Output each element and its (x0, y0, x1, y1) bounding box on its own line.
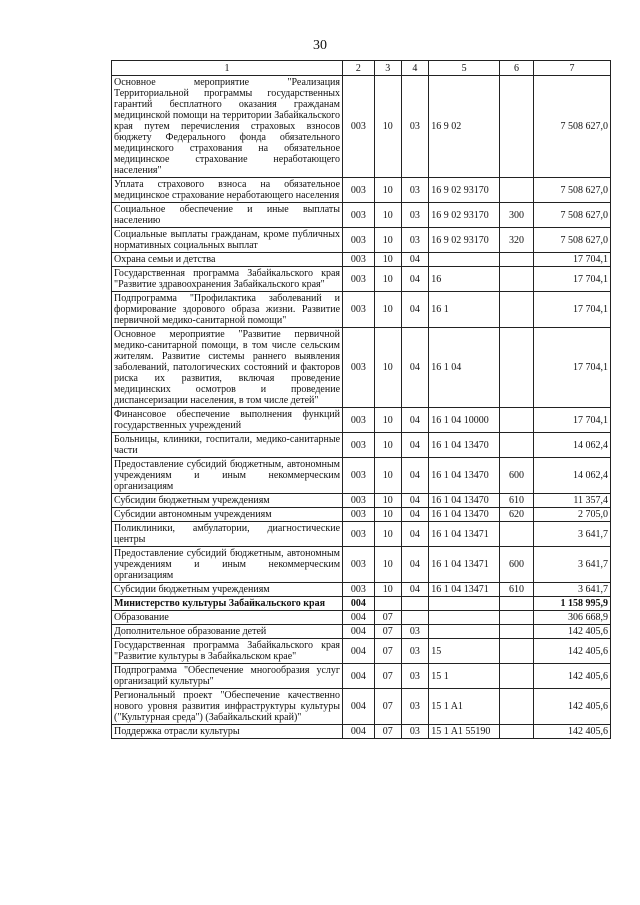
code-ministry: 003 (343, 583, 375, 597)
amount-value: 1 158 995,9 (533, 597, 610, 611)
code-subsection: 03 (401, 725, 429, 739)
code-ministry: 003 (343, 433, 375, 458)
row-description: Предоставление субсидий бюджетным, автономным учреждениям и иным некоммерческим организациям (112, 458, 343, 494)
code-section: 10 (374, 253, 401, 267)
code-ministry: 003 (343, 522, 375, 547)
code-subsection: 04 (401, 458, 429, 494)
code-ministry: 003 (343, 292, 375, 328)
column-header: 2 (343, 61, 375, 76)
code-subsection: 03 (401, 178, 429, 203)
code-section: 10 (374, 522, 401, 547)
table-row (112, 267, 611, 292)
code-expense-type (500, 625, 534, 639)
code-expense-type (500, 639, 534, 664)
column-header: 1 (112, 61, 343, 76)
row-description: Субсидии бюджетным учреждениям (112, 583, 343, 597)
table-row (112, 458, 611, 494)
row-description: Основное мероприятие "Развитие первичной медико-санитарной помощи, в том числе сельским жителям. Развитие системы раннего выявления заболеваний, патологических состояний и факторов риска их развития, включая проведение медицинских осмотров и проведение диспансеризации населения, в том числе детей" (112, 328, 343, 408)
code-target-article: 16 1 04 10000 (429, 408, 500, 433)
code-target-article: 15 (429, 639, 500, 664)
amount-value: 7 508 627,0 (533, 76, 610, 178)
code-subsection: 04 (401, 328, 429, 408)
row-description: Финансовое обеспечение выполнения функций государственных учреждений (112, 408, 343, 433)
amount-value: 14 062,4 (533, 433, 610, 458)
table-row (112, 228, 611, 253)
code-section: 10 (374, 508, 401, 522)
amount-value: 142 405,6 (533, 689, 610, 725)
code-section: 10 (374, 547, 401, 583)
code-section: 10 (374, 583, 401, 597)
code-expense-type (500, 253, 534, 267)
code-target-article: 15 1 (429, 664, 500, 689)
row-description: Уплата страхового взноса на обязательное медицинское страхование неработающего населения (112, 178, 343, 203)
amount-value: 17 704,1 (533, 328, 610, 408)
code-expense-type (500, 522, 534, 547)
code-expense-type (500, 267, 534, 292)
code-expense-type (500, 664, 534, 689)
column-header: 7 (533, 61, 610, 76)
amount-value: 142 405,6 (533, 639, 610, 664)
code-ministry: 003 (343, 508, 375, 522)
amount-value: 7 508 627,0 (533, 203, 610, 228)
table-row (112, 625, 611, 639)
code-ministry: 004 (343, 611, 375, 625)
row-description: Подпрограмма "Обеспечение многообразия услуг организаций культуры" (112, 664, 343, 689)
code-section (374, 597, 401, 611)
table-row (112, 725, 611, 739)
table-row (112, 178, 611, 203)
table-row (112, 494, 611, 508)
row-description: Предоставление субсидий бюджетным, автономным учреждениям и иным некоммерческим организациям (112, 547, 343, 583)
code-section: 10 (374, 458, 401, 494)
amount-value: 306 668,9 (533, 611, 610, 625)
table-row (112, 597, 611, 611)
code-section: 10 (374, 494, 401, 508)
table-row (112, 76, 611, 178)
code-section: 10 (374, 178, 401, 203)
code-expense-type (500, 328, 534, 408)
code-section: 07 (374, 611, 401, 625)
code-section: 10 (374, 408, 401, 433)
code-section: 10 (374, 292, 401, 328)
code-ministry: 003 (343, 178, 375, 203)
code-ministry: 003 (343, 328, 375, 408)
row-description: Социальное обеспечение и иные выплаты населению (112, 203, 343, 228)
code-subsection (401, 597, 429, 611)
code-expense-type: 610 (500, 494, 534, 508)
row-description: Охрана семьи и детства (112, 253, 343, 267)
amount-value: 142 405,6 (533, 725, 610, 739)
code-ministry: 003 (343, 267, 375, 292)
code-expense-type (500, 689, 534, 725)
table-row (112, 522, 611, 547)
code-expense-type: 600 (500, 458, 534, 494)
code-expense-type (500, 178, 534, 203)
amount-value: 142 405,6 (533, 625, 610, 639)
code-target-article: 16 1 04 13471 (429, 547, 500, 583)
table-row (112, 433, 611, 458)
code-target-article: 16 1 04 13470 (429, 458, 500, 494)
code-ministry: 003 (343, 494, 375, 508)
code-expense-type (500, 597, 534, 611)
amount-value: 17 704,1 (533, 292, 610, 328)
row-description: Больницы, клиники, госпитали, медико-санитарные части (112, 433, 343, 458)
table-row (112, 328, 611, 408)
amount-value: 3 641,7 (533, 547, 610, 583)
amount-value: 17 704,1 (533, 267, 610, 292)
code-target-article: 16 1 (429, 292, 500, 328)
code-subsection: 03 (401, 689, 429, 725)
code-subsection: 04 (401, 547, 429, 583)
code-ministry: 003 (343, 253, 375, 267)
amount-value: 17 704,1 (533, 408, 610, 433)
code-subsection: 03 (401, 664, 429, 689)
code-target-article: 16 1 04 (429, 328, 500, 408)
code-ministry: 004 (343, 625, 375, 639)
page-number: 30 (313, 38, 327, 53)
code-target-article: 16 1 04 13470 (429, 433, 500, 458)
table-row (112, 508, 611, 522)
row-description: Субсидии бюджетным учреждениям (112, 494, 343, 508)
code-ministry: 003 (343, 203, 375, 228)
code-expense-type: 320 (500, 228, 534, 253)
code-target-article: 16 9 02 93170 (429, 178, 500, 203)
row-description: Основное мероприятие "Реализация Территориальной программы государственных гарантий бесплатного оказания гражданам медицинской помощи на территории Забайкальского края путем перечисления страховых взносов бюджету Федерального фонда обязательного медицинского страхования на обязательное медицинское страхование неработающего населения" (112, 76, 343, 178)
code-section: 10 (374, 433, 401, 458)
code-expense-type (500, 725, 534, 739)
row-description: Государственная программа Забайкальского края "Развитие здравоохранения Забайкальского края" (112, 267, 343, 292)
code-subsection: 03 (401, 203, 429, 228)
column-header: 3 (374, 61, 401, 76)
code-subsection: 04 (401, 522, 429, 547)
row-description: Субсидии автономным учреждениям (112, 508, 343, 522)
code-expense-type (500, 292, 534, 328)
code-expense-type (500, 611, 534, 625)
code-ministry: 003 (343, 547, 375, 583)
code-section: 10 (374, 203, 401, 228)
code-section: 07 (374, 639, 401, 664)
code-target-article: 16 1 04 13470 (429, 494, 500, 508)
code-subsection: 04 (401, 433, 429, 458)
code-section: 10 (374, 228, 401, 253)
code-target-article (429, 625, 500, 639)
table-row (112, 664, 611, 689)
code-ministry: 004 (343, 725, 375, 739)
code-subsection: 04 (401, 408, 429, 433)
row-description: Региональный проект "Обеспечение качественно нового уровня развития инфраструктуры культуры ("Культурная среда") (Забайкальский край)" (112, 689, 343, 725)
code-target-article (429, 597, 500, 611)
code-target-article: 16 9 02 93170 (429, 203, 500, 228)
row-description: Министерство культуры Забайкальского края (112, 597, 343, 611)
code-section: 10 (374, 76, 401, 178)
amount-value: 7 508 627,0 (533, 228, 610, 253)
code-target-article: 16 (429, 267, 500, 292)
code-target-article: 16 1 04 13470 (429, 508, 500, 522)
code-subsection: 04 (401, 494, 429, 508)
code-subsection: 04 (401, 583, 429, 597)
code-section: 10 (374, 267, 401, 292)
table-row (112, 253, 611, 267)
row-description: Государственная программа Забайкальского края "Развитие культуры в Забайкальском крае" (112, 639, 343, 664)
table-row (112, 611, 611, 625)
code-expense-type (500, 76, 534, 178)
code-subsection: 03 (401, 625, 429, 639)
code-section: 07 (374, 725, 401, 739)
table-header-row (112, 61, 611, 76)
code-subsection (401, 611, 429, 625)
code-expense-type (500, 408, 534, 433)
row-description: Подпрограмма "Профилактика заболеваний и формирование здорового образа жизни. Развитие первичной медико-санитарной помощи" (112, 292, 343, 328)
code-ministry: 004 (343, 639, 375, 664)
amount-value: 17 704,1 (533, 253, 610, 267)
table-row (112, 689, 611, 725)
code-subsection: 03 (401, 76, 429, 178)
code-expense-type: 300 (500, 203, 534, 228)
table-row (112, 639, 611, 664)
code-target-article: 16 9 02 (429, 76, 500, 178)
code-subsection: 04 (401, 292, 429, 328)
code-target-article: 16 1 04 13471 (429, 522, 500, 547)
code-section: 07 (374, 664, 401, 689)
column-header: 5 (429, 61, 500, 76)
code-target-article: 15 1 A1 55190 (429, 725, 500, 739)
column-header: 6 (500, 61, 534, 76)
code-expense-type: 610 (500, 583, 534, 597)
code-ministry: 004 (343, 597, 375, 611)
code-subsection: 03 (401, 228, 429, 253)
amount-value: 3 641,7 (533, 583, 610, 597)
code-section: 10 (374, 328, 401, 408)
code-subsection: 03 (401, 639, 429, 664)
budget-table (111, 60, 611, 739)
code-ministry: 004 (343, 689, 375, 725)
table-row (112, 408, 611, 433)
amount-value: 2 705,0 (533, 508, 610, 522)
code-subsection: 04 (401, 267, 429, 292)
code-expense-type: 600 (500, 547, 534, 583)
amount-value: 14 062,4 (533, 458, 610, 494)
table-row (112, 583, 611, 597)
row-description: Поликлиники, амбулатории, диагностические центры (112, 522, 343, 547)
amount-value: 7 508 627,0 (533, 178, 610, 203)
table-row (112, 547, 611, 583)
row-description: Поддержка отрасли культуры (112, 725, 343, 739)
amount-value: 11 357,4 (533, 494, 610, 508)
amount-value: 142 405,6 (533, 664, 610, 689)
code-target-article (429, 611, 500, 625)
row-description: Социальные выплаты гражданам, кроме публичных нормативных социальных выплат (112, 228, 343, 253)
code-ministry: 004 (343, 664, 375, 689)
code-target-article: 15 1 A1 (429, 689, 500, 725)
row-description: Дополнительное образование детей (112, 625, 343, 639)
code-target-article: 16 9 02 93170 (429, 228, 500, 253)
amount-value: 3 641,7 (533, 522, 610, 547)
code-subsection: 04 (401, 253, 429, 267)
code-section: 07 (374, 625, 401, 639)
code-subsection: 04 (401, 508, 429, 522)
code-ministry: 003 (343, 408, 375, 433)
column-header: 4 (401, 61, 429, 76)
code-ministry: 003 (343, 76, 375, 178)
code-section: 07 (374, 689, 401, 725)
code-ministry: 003 (343, 458, 375, 494)
row-description: Образование (112, 611, 343, 625)
code-target-article (429, 253, 500, 267)
code-ministry: 003 (343, 228, 375, 253)
code-expense-type (500, 433, 534, 458)
table-row (112, 203, 611, 228)
code-target-article: 16 1 04 13471 (429, 583, 500, 597)
table-row (112, 292, 611, 328)
code-expense-type: 620 (500, 508, 534, 522)
